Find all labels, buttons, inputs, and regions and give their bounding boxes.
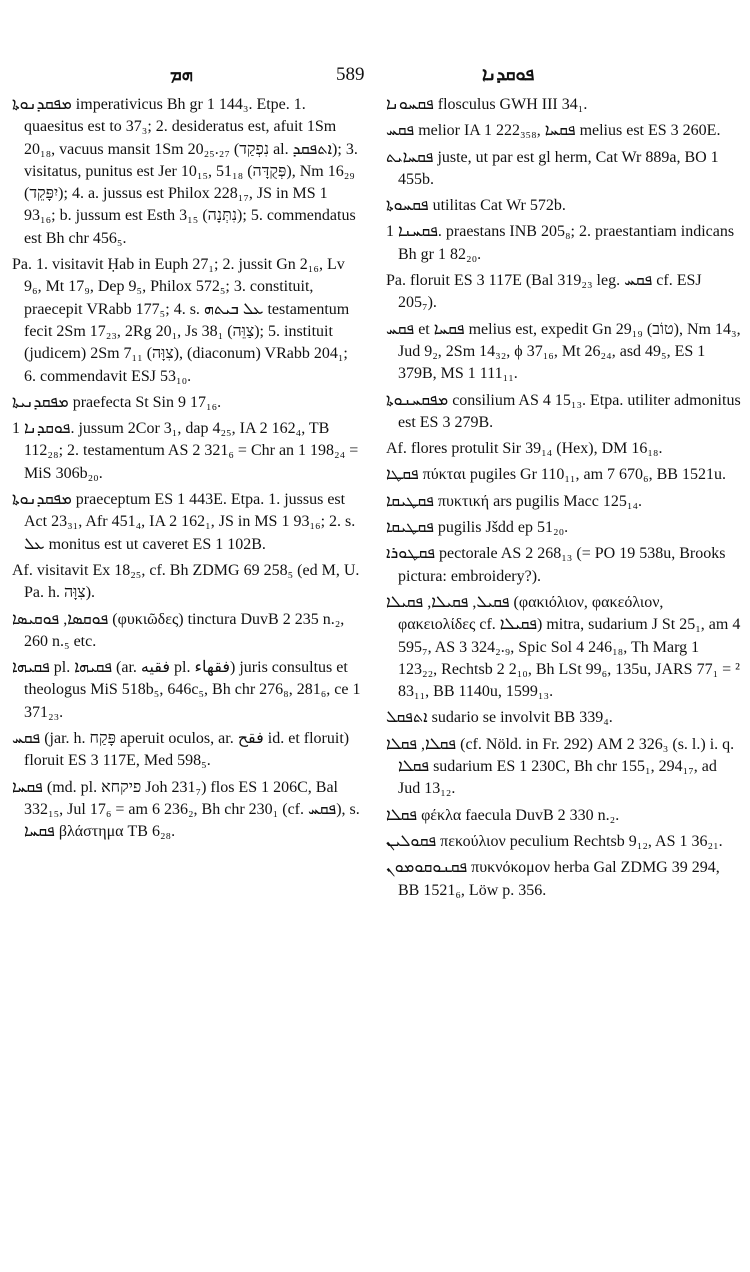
dictionary-entry: ܦܩܛܝܩܐ πυκτική ars pugilis Macc 125₁₄.: [386, 492, 643, 510]
dictionary-entry: ܦܘܩܕܢܐ 1. jussum 2Cor 3₁, dap 4₂₅, IA 2 162₄, TB 112₂₈; 2. testamentum AS 2 321₆ = Chr an 1 198₂₄ = MiS 306b₂₀.: [12, 420, 359, 482]
dictionary-entry: ܐܬܦܩܠ sudario se involvit BB 339₄.: [386, 709, 613, 727]
dictionary-entry: ܦܩܚܘܢܐ flosculus GWH III 34₁.: [386, 96, 588, 113]
dictionary-entry: ܦܘܩܣܐ, ܦܘܩܝܣܐ (φυκιῶδες) tinctura DuvB 2 235 n.₂, 260 n.₅ etc.: [12, 610, 345, 650]
dictionary-entry: ܦܩܠܐ φέκλα faecula DuvB 2 330 n.₂.: [386, 806, 620, 824]
dictionary-entry: ܦܩܚܐܝܬ juste, ut par est gl herm, Cat Wr 889a, BO 1 455b.: [386, 148, 719, 188]
dictionary-entry: Pa. floruit ES 3 117E (Bal 319₂₃ leg. ܦܩܚ cf. ESJ 205₇).: [386, 272, 702, 312]
dictionary-entry: ܦܩܚ (jar. h. פָּקַח aperuit oculos, ar. فقح id. et floruit) floruit ES 3 117E, Med 598₅.: [12, 730, 350, 770]
dictionary-entry: ܦܩܚܘܬܐ utilitas Cat Wr 572b.: [386, 197, 566, 215]
left-column: [12, 94, 362, 1264]
dictionary-entry: ܦܩܚ et ܦܩܚܐ melius est, expedit Gn 29₁₉ (טוֹב), Nm 14₃, Jud 9₂, 2Sm 14₃₂, ϕ 37₁₆, Mt 26₂₄, asd 49₅, ES 1 379B, MS 1 111₁₁.: [386, 320, 741, 383]
dictionary-entry: ܡܦܩܕܢܘܬܐ imperativicus Bh gr 1 144₃. Etpe. 1. quaesitus est to 37₃; 2. desideratus est, afuit 1Sm 20₁₈, vacuus mansit 1Sm 20₂₅.₂₇ (נִפְקַד al. ܐܬܦܩܕ); 3. visitatus, punitus est Jer 10₁₅, 51₁₈ (פְּקֻדָּה), Nm 16₂₉ (יִפָּקֵד); 4. a. jussus est Philox 228₁₇, JS in MS 1 93₁₆; b. jussum est Esth 3₁₅ (נִתְּנָה); 5. commendatus est Bh chr 456₅.: [12, 96, 358, 247]
page-header: [0, 64, 750, 88]
dictionary-entry: ܡܦܩܕܢܝܬܐ praefecta St Sin 9 17₁₆.: [12, 393, 222, 411]
dictionary-entry: ܡܦܩܚܢܘܬܐ consilium AS 4 15₁₃. Etpa. utiliter admonitus est ES 3 279B.: [386, 391, 741, 431]
dictionary-entry: ܦܩܠܐ, ܦܩܠܐ (cf. Nöld. in Fr. 292) AM 2 326₃ (s. l.) i. q. ܦܩܠܐ sudarium ES 1 230C, Bh chr 155₁, 294₁₇, ad Jud 13₁₂.: [386, 735, 735, 798]
dictionary-entry: Af. visitavit Ex 18₂₅, cf. Bh ZDMG 69 258₅ (ed M, U. Pa. h. צִוָּה).: [12, 561, 360, 602]
dictionary-entry: Pa. 1. visitavit Ḥab in Euph 27₁; 2. jussit Gn 2₁₆, Lv 9₆, Mt 17₉, Dep 9₅, Philox 572₅; 3. constituit, praecepit VRabb 177₅; 4. s. ܥܠ ܒܝܬܗ testamentum fecit 2Sm 17₂₃, 2Rg 20₁, Js 38₁ (צַוֵּה); 5. instituit (judicem) 2Sm 7₁₁ (צִוָּה), (diaconum) VRabb 204₁; 6. commendavit ESJ 53₁₀.: [12, 256, 350, 385]
dictionary-entry: ܦܩܚܢܐ 1. praestans INB 205₈; 2. praestantiam indicans Bh gr 1 82₂₀.: [386, 223, 735, 263]
dictionary-entry: ܦܩܚܐ (md. pl. פיקחא Joh 231₇) flos ES 1 206C, Bal 332₁₅, Jul 17₆ = am 6 236₂, Bh chr 230₁ (cf. ܦܩܚ), s. ܦܩܚܐ βλάστημα TB 6₂₈.: [12, 778, 360, 841]
running-head-left: ܗܡ: [170, 64, 193, 84]
dictionary-entry: ܦܩܢܘܩܘܡܘܢ πυκνόκομον herba Gal ZDMG 39 294, BB 1521₆, Löw p. 356.: [386, 859, 720, 899]
dictionary-entry: ܦܩܚ melior IA 1 222₃₅₈, ܦܩܚܐ melius est ES 3 260E.: [386, 122, 721, 140]
right-column: [386, 94, 742, 1264]
dictionary-entry: ܡܦܩܕܢܘܬܐ praeceptum ES 1 443E. Etpa. 1. jussus est Act 23₃₁, Afr 451₄, IA 2 162₁, JS in MS 1 93₁₆; 2. s. ܥܠ monitus est ut caveret ES 1 102B.: [12, 491, 356, 553]
dictionary-entry: ܦܩܛܘܪܐ pectorale AS 2 268₁₃ (= PO 19 538u, Brooks pictura: embroidery?).: [386, 545, 726, 585]
dictionary-entry: Af. flores protulit Sir 39₁₄ (Hex), DM 16₁₈.: [386, 440, 663, 458]
dictionary-entry: ܦܩܘܠܝܢ πεκούλιον peculium Rechtsb 9₁₂, AS 1 36₂₁.: [386, 832, 723, 850]
dictionary-entry: ܦܩܛܐ πύκται pugiles Gr 110₁₁, am 7 670₆, BB 1521u.: [386, 466, 726, 484]
dictionary-entry: ܦܩܛܝܩܐ pugilis Jšdd ep 51₂₀.: [386, 519, 569, 537]
page-number: 589: [336, 64, 365, 85]
running-head-right: ܦܘܩܕܢܐ: [482, 64, 535, 84]
dictionary-entry: ܦܩܝܗܐ pl. ܦܩܝܗܐ (ar. فقيه pl. فقهاء) juris consultus et theologus MiS 518b₅, 646c₅, Bh chr 276₈, 281₆, ce 1 371₂₃.: [12, 659, 361, 721]
dictionary-entry: ܦܩܝܠ, ܦܩܝܠܐ, ܦܩܝܠܐ (φακιόλιον, φακεόλιον, φακειολίδες cf. ܦܩܝܠܐ) mitra, sudarium J St 25₁, am 4 595₇, AS 3 324₂.₉, Spic Sol 4 246₁₈, Th Marg 1 123₂₂, Rechtsb 2 2₁₀, Bh LSt 99₆, 135u, JARS 77₁ = ² 83₁₁, BB 1140u, 1599₁₃.: [386, 593, 741, 701]
